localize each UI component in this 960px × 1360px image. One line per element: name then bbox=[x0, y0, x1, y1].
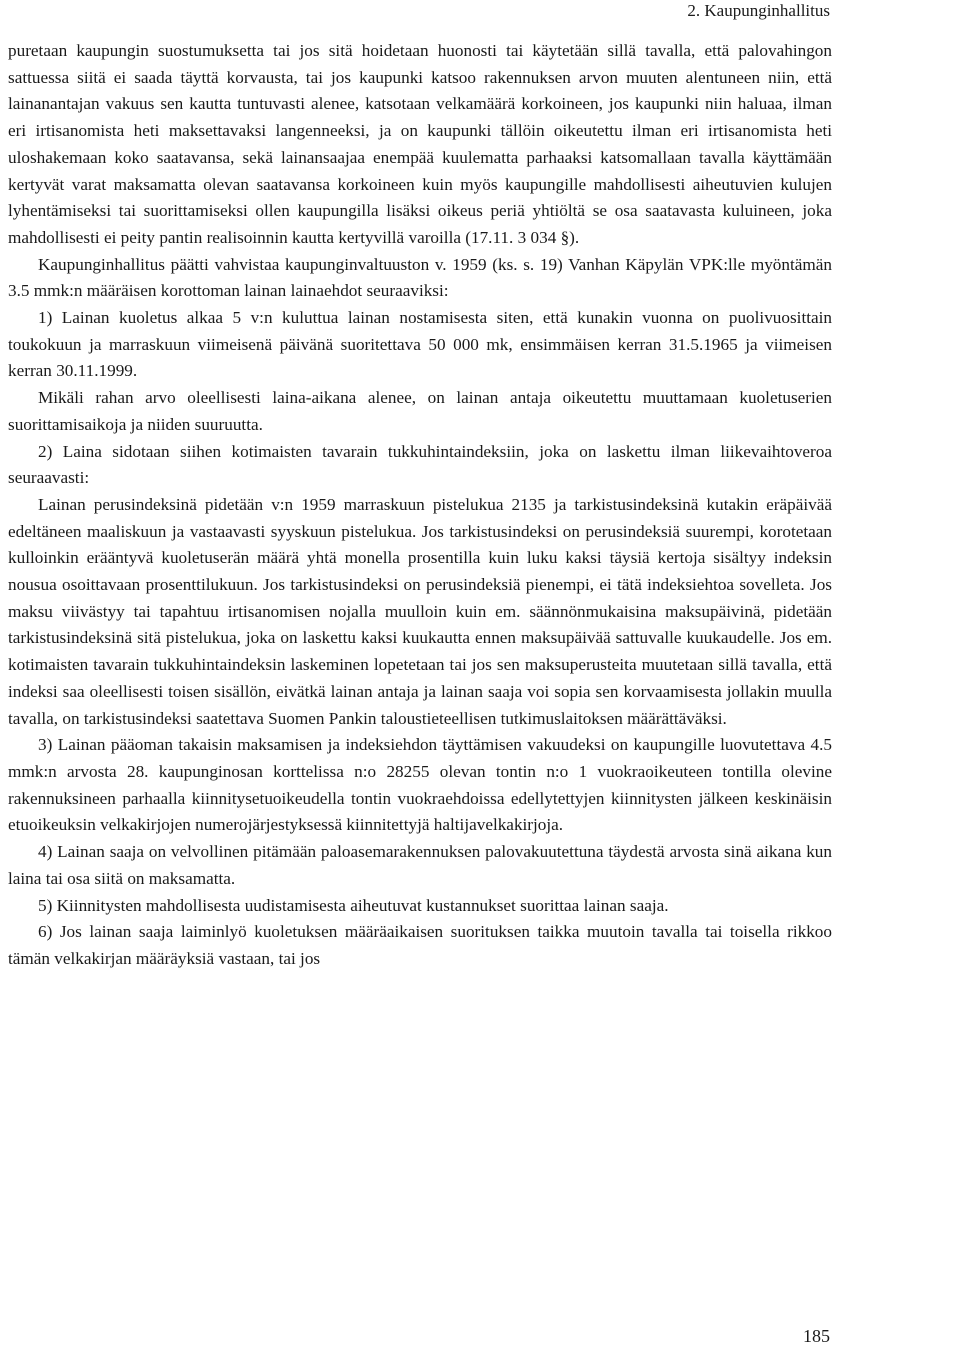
paragraph: 1) Lainan kuoletus alkaa 5 v:n kuluttua lainan nostamisesta siten, että kunakin vuonna on puolivuosittain toukokuun ja marraskuun viimeisenä päivänä suoritettava 50 000 mk, ensimmäisen kerran 31.5.1965 ja viimeisen kerran 30.11.1999. bbox=[8, 308, 832, 381]
running-header: 2. Kaupunginhallitus bbox=[687, 1, 830, 20]
paragraph: Mikäli rahan arvo oleellisesti laina-aikana alenee, on lainan antaja oikeutettu muuttamaan kuoletuserien suorittamisaikoja ja niiden suuruutta. bbox=[8, 388, 832, 434]
paragraph: 4) Lainan saaja on velvollinen pitämään paloasemarakennuksen palovakuutettuna täydestä arvosta sinä aikana kun laina tai osa siitä on maksamatta. bbox=[8, 842, 832, 888]
paragraph: 3) Lainan pääoman takaisin maksamisen ja indeksiehdon täyttämisen vakuudeksi on kaupungille luovutettava 4.5 mmk:n arvosta 28. kaupunginosan korttelissa n:o 28255 olevan tontin n:o 1 vuokraoikeuteen tontilla olevine rakennuksineen parhaalla kiinnitysetuoikeudella tontin vuokraehdoissa edellytettyjen kiinnitysten jälkeen keskinäisin etuoikeuksin velkakirjojen numerojärjestyksessä kiinnitettyjä haltijavelkakirjoja. bbox=[8, 735, 832, 835]
paragraph: Lainan perusindeksinä pidetään v:n 1959 marraskuun pistelukua 2135 ja tarkistusindeksinä kutakin eräpäivää edeltäneen maaliskuun ja vastaavasti syyskuun pistelukua. Jos tarkistusindeksi on perusindeksiä suurempi, korotetaan kulloinkin erääntyvä kuoletuserän määrä yhtä monella prosentilla kuin luku kaksi täysiä kertoja sisältyy indeksin nousua osoittavaan prosenttilukuun. Jos tarkistusindeksi on perusindeksiä pienempi, ei tätä indeksiehtoa sovelleta. Jos maksu viivästyy tai tapahtuu irtisanomisen nojalla muulloin kuin em. säännönmukaisina maksupäivinä, pidetään tarkistusindeksinä sitä pistelukua, joka on laskettu kaksi kuukautta ennen maksupäivää sattuvalle kuukaudelle. Jos em. kotimaisten tavarain tukkuhintaindeksin laskeminen lopetetaan tai jos sen maksuperusteita muutetaan sillä tavalla, että indeksi saa oleellisesti toisen sisällön, eivätkä lainan antaja ja lainan saaja voi sopia sen korvaamisesta jollakin muulla tavalla, on tarkistusindeksi saatettava Suomen Pankin taloustieteellisen tutkimuslaitoksen määrättäväksi. bbox=[8, 494, 832, 728]
paragraph: 5) Kiinnitysten mahdollisesta uudistamisesta aiheutuvat kustannukset suorittaa lainan saaja. bbox=[38, 895, 669, 915]
paragraph: 2) Laina sidotaan siihen kotimaisten tavarain tukkuhintaindeksiin, joka on laskettu ilman liikevaihtoveroa seuraavasti: bbox=[8, 441, 832, 488]
paragraph: puretaan kaupungin suostumuksetta tai jos sitä hoidetaan huonosti tai käytetään sillä tavalla, että palovahingon sattuessa siitä ei saada täyttä korvausta, tai jos kaupunki katsoo rakennuksen arvon muuten alentuneen niin, että lainanantajan vakuus sen kautta tuntuvasti alenee, katsotaan velkamäärä korkoineen, jos kaupunki niin haluaa, ilman eri irtisanomista heti maksettavaksi langenneeksi, ja on kaupunki tällöin oikeutettu ilman eri irtisanomista heti uloshakemaan koko saatavansa, sekä lainansaajaa enempää kuulematta parhaaksi katsomallaan tavalla käyttämään kertyvät varat maksamatta olevan saatavansa korkoineen kuin myös kaupungille mahdollisesti aiheutuvien kulujen lyhentämiseksi tai suorittamiseksi ollen kaupungilla lisäksi oikeus periä yhtiöltä se osa saatavasta kuluineen, joka mahdollisesti ei peity pantin realisoinnin kautta kertyvillä varoilla (17.11. 3 034 §). bbox=[8, 41, 832, 247]
paragraph: 6) Jos lainan saaja laiminlyö kuoletuksen määräaikaisen suorituksen taikka muutoin tavalla tai toisella rikkoo tämän velkakirjan määräyksiä vastaan, tai jos bbox=[8, 922, 832, 968]
document-body bbox=[8, 38, 832, 973]
paragraph: Kaupunginhallitus päätti vahvistaa kaupunginvaltuuston v. 1959 (ks. s. 19) Vanhan Käpylän VPK:lle myöntämän 3.5 mmk:n määräisen korottoman lainan lainaehdot seuraaviksi: bbox=[8, 254, 832, 301]
page-number: 185 bbox=[803, 1326, 830, 1346]
